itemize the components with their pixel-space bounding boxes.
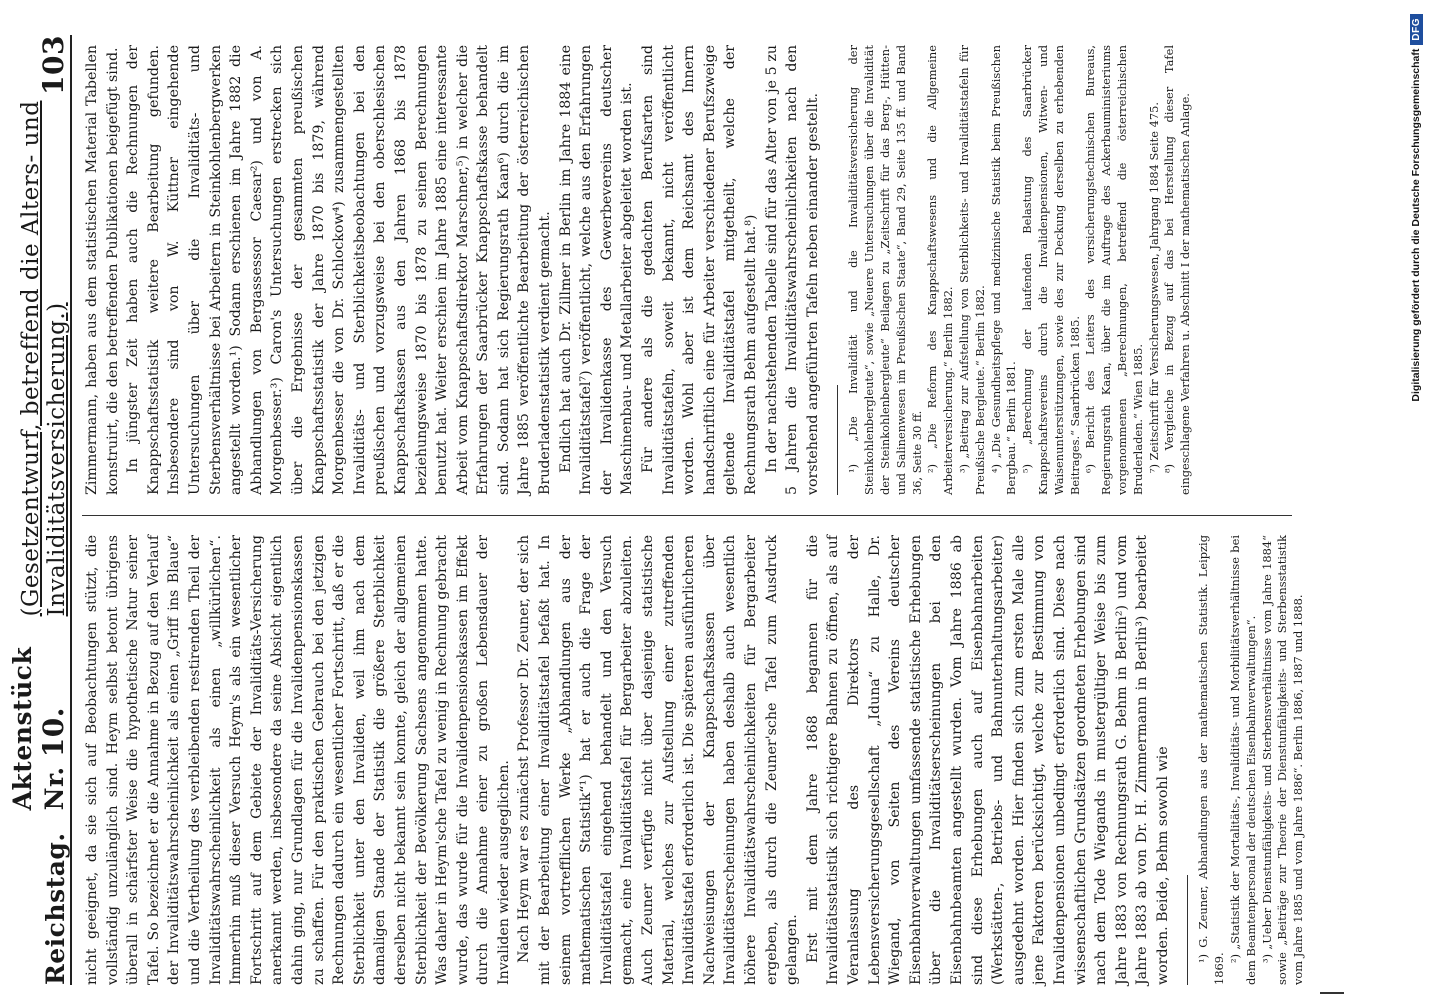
left-footnote-rule <box>1187 875 1188 985</box>
left-footnote-1: ¹) G. Zeuner, Abhandlungen aus der mathematischen Statistik. Leipzig 1869. <box>1196 535 1227 985</box>
header-title: (Gesetzentwurf, betreffend die Alters- und Invaliditätsversicherung.) <box>18 100 70 617</box>
scan-edge-mark <box>1320 992 1344 994</box>
left-footnote-3: ³) „Ueber Dienstunfähigkeits- und Sterbensverhältnisse vom Jahre 1884“ sowie „Beiträge zur Theorie der Dienstunfähigkeits- und Sterbensstatistik vom Jahre 1885 und vom Jahre 1886“. Berlin 1886, 1887 und 1888. <box>1259 535 1306 985</box>
header-stueck-label: Aktenstück Nr. <box>8 646 69 811</box>
right-paragraph-1: Zimmermann, haben aus dem statistischen Material Tabellen konstruirt, die den betreffenden Publikationen beigefügt sind. <box>84 45 121 495</box>
header-stueck <box>8 638 70 810</box>
page-header <box>8 35 72 985</box>
left-paragraph-3: Erst mit dem Jahre 1868 begannen für die Invaliditätsstatistik sich richtigere Bahnen zu öffnen, als auf Veranlassung des Direktors der Lebensversicherungsgesellschaft „Iduna“ zu Halle, Dr. Wiegand, von Seiten des Vereins deutscher Eisenbahnverwaltungen umfassende statistische Erhebungen über die Invaliditätserscheinungen bei den Eisenbahnbeamten angestellt wurden. Vom Jahre 1886 ab sind diese Erhebungen auch auf Eisenbahnarbeiten (Werkstätten-, Betriebs- und Bahnunterhaltungsarbeiter) ausgedehnt worden. Hier finden sich zum ersten Male alle jene Faktoren berücksichtigt, welche zur Bestimmung von Invalidenpensionen unbedingt erforderlich sind. Diese nach wissenschaftlichen Grundsätzen geordneten Erhebungen sind nach dem Tode Wiegands in mustergültiger Weise bis zum Jahre 1883 von Rechnungsrath G. Behm in Berlin²) und vom Jahre 1883 ab von Dr. H. Zimmermann in Berlin³) bearbeitet worden. Beide, Behm sowohl wie <box>804 535 1171 985</box>
left-column <box>82 535 1307 985</box>
right-footnote-6: ⁶) Bericht des Leiters des versicherungstechnischen Bureaus, Regierungsrath Kaan, über die im Auftrage des Ackerbauministeriums vorgenommenen „Berechnungen, betreffend die österreichischen Bruderladen.“ Wien 1885. <box>1083 45 1145 495</box>
right-paragraph-2: In jüngster Zeit haben auch die Rechnungen der Knappschaftsstatistik weitere Bearbeitung gefunden. Insbesondere sind von W. Küttner eingehende Untersuchungen über die Invaliditäts- und Sterbensverhältnisse bei Arbeitern in Steinkohlenbergwerken angestellt worden.¹) Sodann erschienen im Jahre 1882 die Abhandlungen von Bergassessor Caesar²) und von A. Morgenbesser.³) Caron's Untersuchungen erstrecken sich über die Ergebnisse der gesammten preußischen Knappschaftsstatistik der Jahre 1870 bis 1879, während Morgenbesser die von Dr. Schlockow⁴) zusammengestellten Invaliditäts- und Sterblichkeitsbeobachtungen bei den preußischen und vorzugsweise bei den oberschlesischen Knappschaftskassen aus den Jahren 1868 bis 1878 beziehungsweise 1870 bis 1878 zu seinen Berechnungen benutzt hat. Weiter erschien im Jahre 1885 eine interessante Arbeit vom Knappschaftsdirektor Marschner,⁵) in welcher die Erfahrungen der Saarbrücker Knappschaftskasse behandelt sind. Sodann hat sich Regierungsrath Kaan⁶) durch die im Jahre 1885 veröffentlichte Bearbeitung der österreichischen Bruderladenstatistik verdient gemacht. <box>125 45 554 495</box>
column-divider <box>82 515 1292 516</box>
right-paragraph-3: Endlich hat auch Dr. Zillmer in Berlin im Jahre 1884 eine Invaliditätstafel⁷) veröffentlicht, welche aus den Erfahrungen der Invalidenkasse des Gewerbevereins deutscher Maschinenbau- und Metallarbeiter abgeleitet worden ist. <box>557 45 636 495</box>
dfg-funding-banner <box>1406 14 1426 994</box>
right-footnote-5: ⁵) „Berechnung der laufenden Belastung des Saarbrücker Knappschaftsvereins durch die Invalidenpensionen, Witwen- und Waisenunterstützungen, sowie des zur Deckung derselben zu erhebenden Beitrages.“ Saarbrücken 1885. <box>1020 45 1082 495</box>
right-paragraph-4: Für andere als die gedachten Berufsarten sind Invaliditätstafeln, soweit bekannt, nicht veröffentlicht worden. Wohl aber ist dem Reichsamt des Innern handschriftlich eine für Arbeiter verschiedener Berufszweige geltende Invaliditätstafel mitgetheilt, welche der Rechnungsrath Behm aufgestellt hat.⁸) <box>640 45 759 495</box>
rotated-document-sheet <box>8 35 1400 985</box>
header-body: Reichstag. <box>41 832 70 985</box>
header-number: 10. <box>37 707 70 758</box>
right-footnote-rule <box>837 385 838 495</box>
right-paragraph-5: In der nachstehenden Tabelle sind für das Alter von je 5 zu 5 Jahren die Invaliditätswahrscheinlichkeiten nach den vorstehend angeführten Tafeln neben einander gestellt. <box>763 45 821 495</box>
right-footnote-3: ³) „Beitrag zur Aufstellung von Sterblichkeits- und Invaliditätstafeln für Preußische Bergleute.“ Berlin 1882. <box>956 45 987 495</box>
right-footnote-8: ⁸) Vergleiche in Bezug auf das bei Herstellung dieser Tafel eingeschlagene Verfahren u. Abschnitt I der mathematischen Anlage. <box>1162 45 1193 495</box>
left-footnote-2: ²) „Statistik der Mortalitäts-, Invaliditäts- und Morbilitätsverhältnisse bei dem Beamtenpersonal der deutschen Eisenbahnverwaltungen“. <box>1228 535 1258 985</box>
dfg-funding-text: Digitalisierung gefördert durch die Deutsche Forschungsgemeinschaft <box>1410 48 1422 402</box>
right-footnote-1: ¹) „Die Invalidität und die Invaliditätsversicherung der Steinkohlenbergleute“, sowie „Neuere Untersuchungen über die Invalidität der Steinkohlenbergleute“ Beilagen zu „Zeitschrift für das Berg-, Hütten- und Salinenwesen im Preußischen Staate“, Band 29, Seite 135 ff. und Band 36, Seite 30 ff. <box>846 45 924 495</box>
right-footnote-4: ⁴) „Die Gesundheitspflege und medizinische Statistik beim Preußischen Bergbau.“ Berlin 1881. <box>988 45 1019 495</box>
dfg-logo: DFG <box>1410 14 1423 45</box>
right-footnote-2: ²) „Die Reform des Knappschaftswesens und die Allgemeine Arbeiterversicherung.“ Berlin 1882. <box>925 45 956 495</box>
right-column <box>82 45 1194 495</box>
right-footnote-7: ⁷) Zeitschrift für Versicherungswesen, Jahrgang 1884 Seite 475. <box>1146 102 1161 473</box>
header-left <box>8 95 70 985</box>
left-paragraph-2: Nach Heym war es zunächst Professor Dr. Zeuner, der sich mit der Bearbeitung einer Invaliditätstafel befaßt hat. In seinem vortrefflichen Werke „Abhandlungen aus der mathematischen Statistik“¹) hat er auch die Frage der Invaliditätstafel eingehend behandelt und den Versuch gemacht, eine Invaliditätstafel für Bergarbeiter abzuleiten. Auch Zeuner verfügte nicht über dasjenige statistische Material, welches zur Aufstellung einer zutreffenden Invaliditätstafel erforderlich ist. Die späteren ausführlicheren Nachweisungen der Knappschaftskassen über Invaliditätserscheinungen haben deshalb auch wesentlich höhere Invaliditätswahrscheinlichkeiten für Bergarbeiter ergeben, als durch die Zeuner'sche Tafel zum Ausdruck gelangen. <box>516 535 801 985</box>
left-paragraph-1: nicht geeignet, da sie sich auf Beobachtungen stützt, die vollständig unzulänglich sind. Heym selbst betont übrigens überall in schärfster Weise die hypothetische Natur seiner Tafel. So bezeichnet er die Annahme in Bezug auf den Verlauf der Invaliditätswahrscheinlichkeit als einen „Griff ins Blaue“ und die Vertheilung des verbleibenden restirenden Theil der Invaliditätswahrscheinlichkeit als einen „willkürlichen“. Immerhin muß dieser Versuch Heym's als ein wesentlicher Fortschritt auf dem Gebiete der Invaliditäts-Versicherung anerkannt werden, insbesondere da seine Absicht eigentlich dahin ging, nur Grundlagen für die Invalidenpensionskassen zu schaffen. Für den praktischen Gebrauch bei den jetzigen Rechnungen dadurch ein wesentlicher Fortschritt, daß er die Sterblichkeit unter den Invaliden, weil ihm nach dem damaligen Stande der Statistik die größere Sterblichkeit derselben nicht bekannt sein konnte, gleich der allgemeinen Sterblichkeit der Bevölkerung Sachsens angenommen hatte. Was daher in Heym'sche Tafel zu wenig in Rechnung gebracht wurde, das wurde für die Invalidenpensionskassen im Effekt durch die Annahme einer zu großen Lebensdauer der Invaliden wieder ausgeglichen. <box>84 535 512 985</box>
page-number: 103 <box>37 35 70 95</box>
